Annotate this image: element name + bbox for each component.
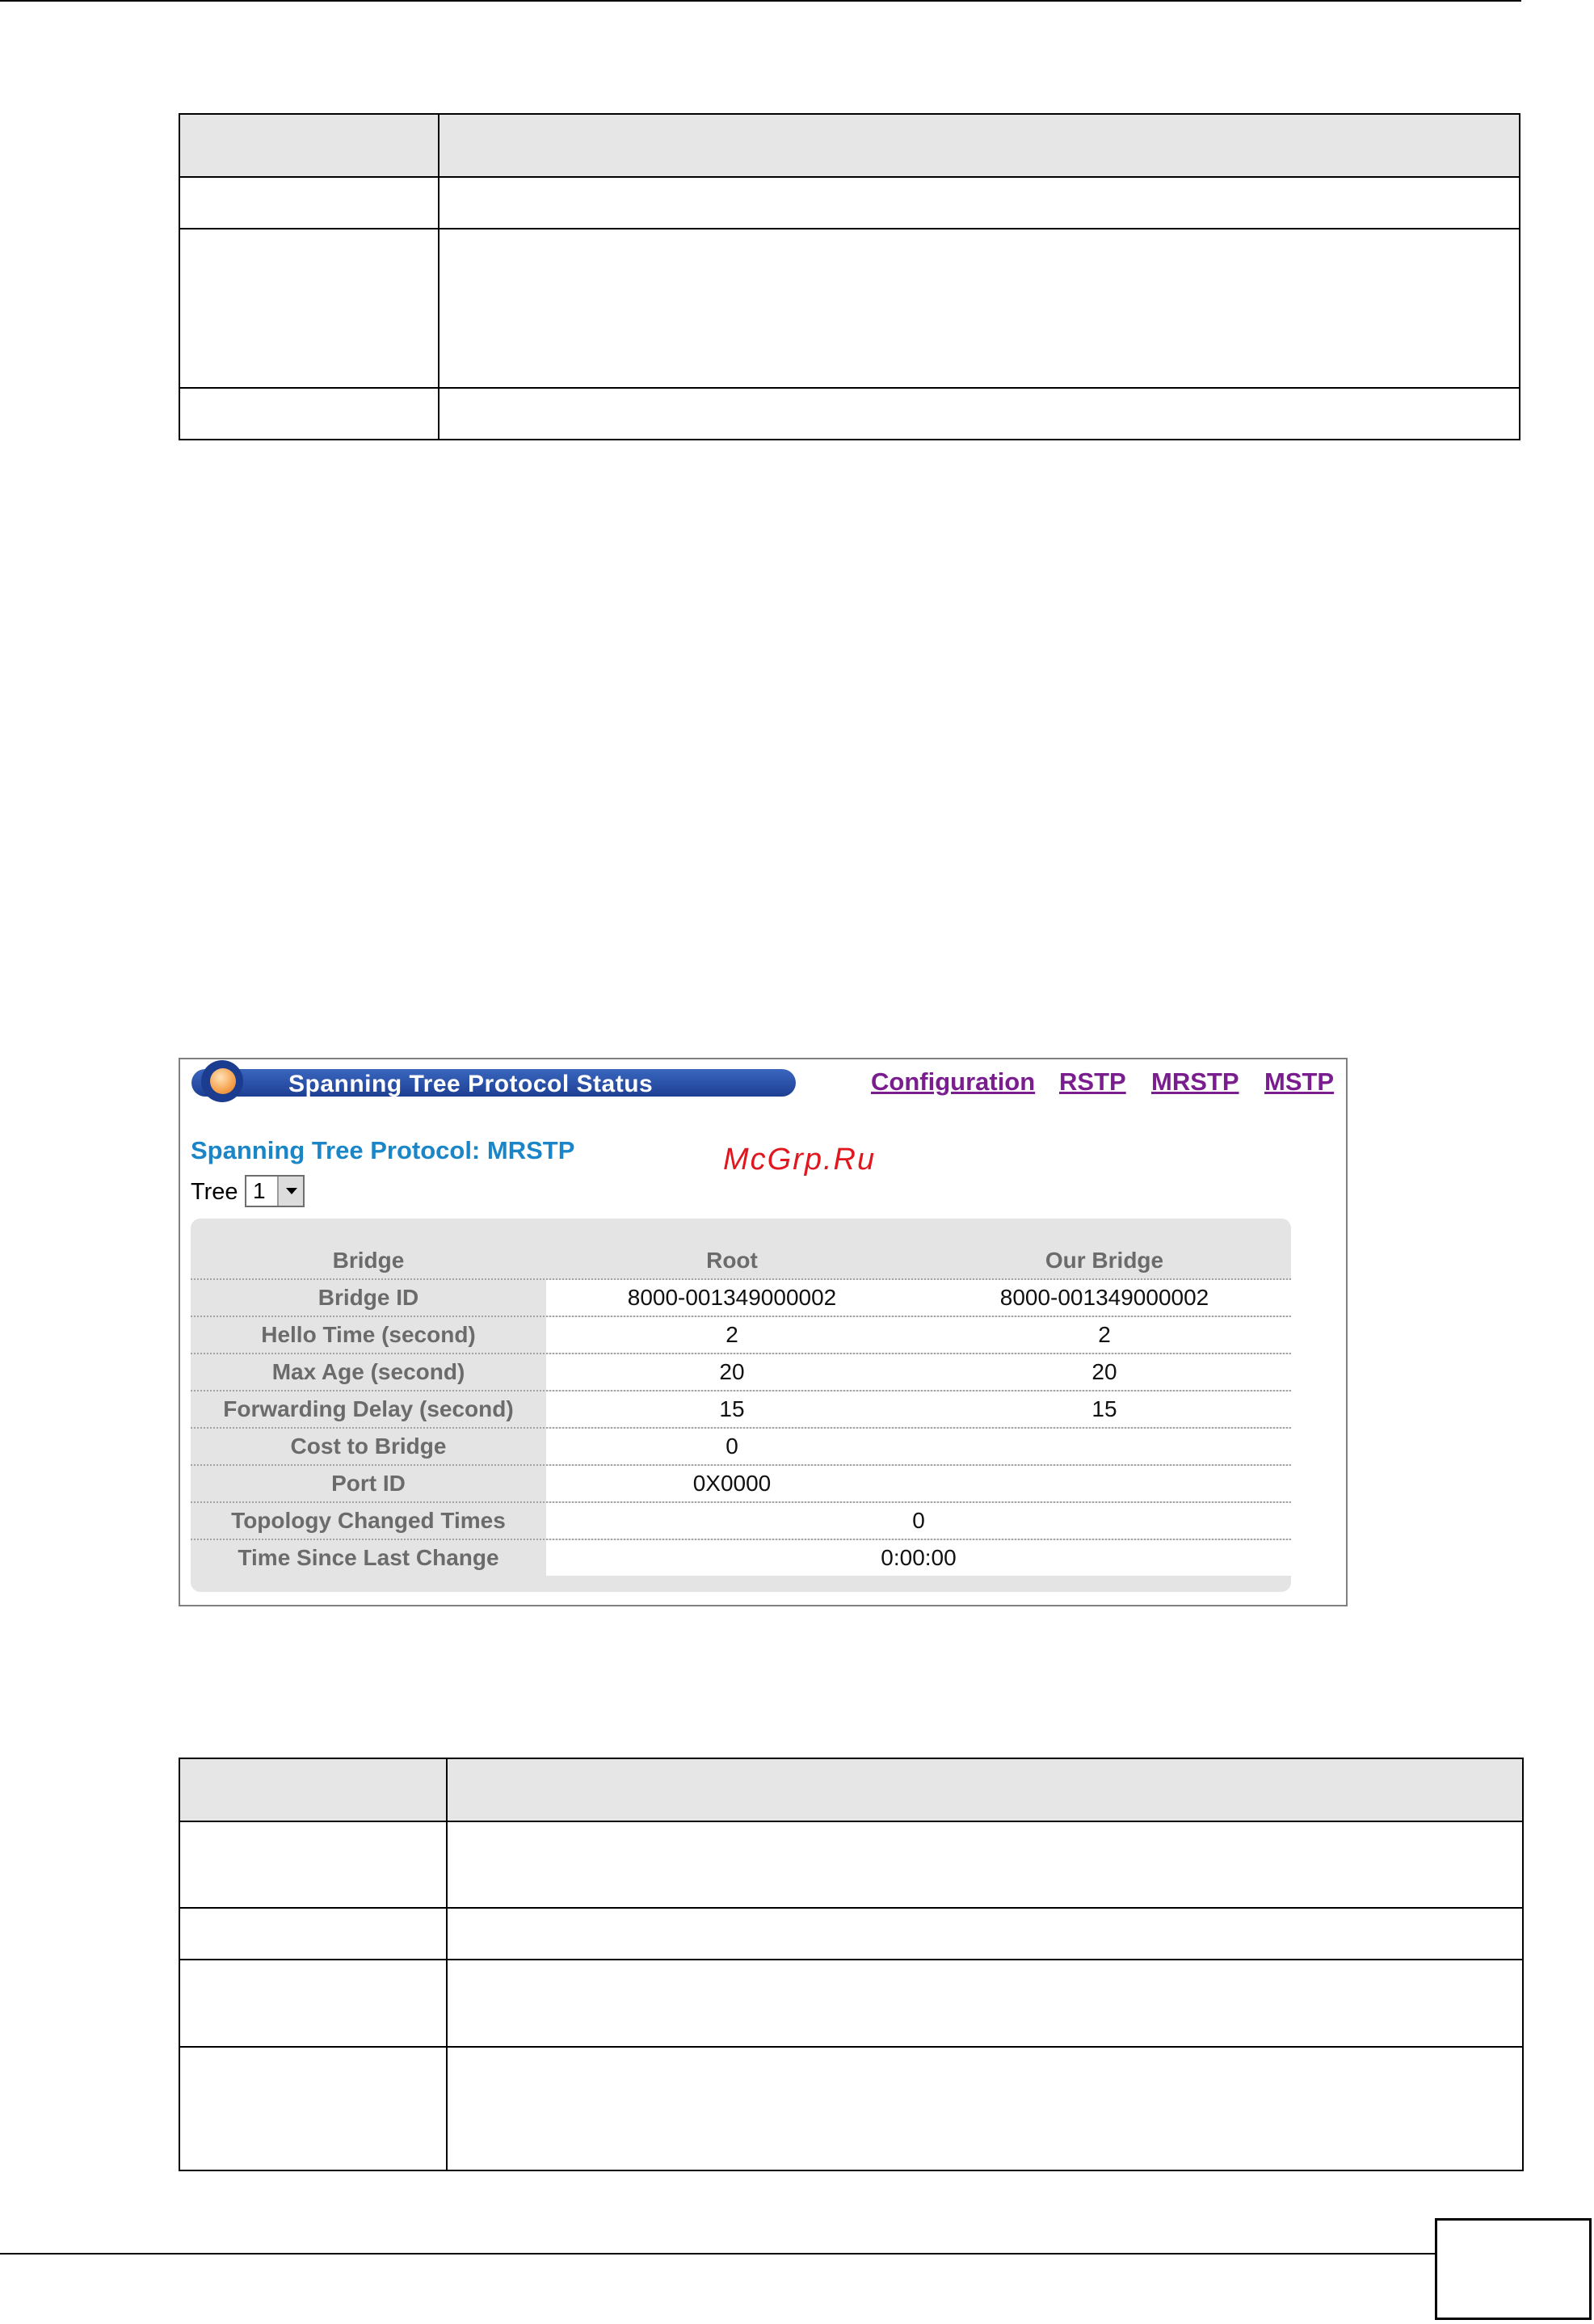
watermark: McGrp.Ru xyxy=(723,1143,877,1177)
our-bridge-value: 15 xyxy=(1091,1396,1117,1421)
page-bottom-rule xyxy=(0,2253,1435,2255)
chevron-down-icon xyxy=(286,1188,297,1194)
table-header-row xyxy=(191,1243,1291,1280)
row-label: Topology Changed Times xyxy=(231,1508,506,1533)
doc-cell xyxy=(447,1960,1523,2047)
row-label: Bridge ID xyxy=(318,1285,419,1310)
topology-changed-value: 0 xyxy=(912,1508,925,1533)
our-bridge-value: 2 xyxy=(1098,1322,1111,1347)
our-bridge-value xyxy=(918,1429,1291,1464)
doc-cell xyxy=(447,1908,1523,1960)
table-row xyxy=(191,1503,1291,1540)
mrstp-link[interactable]: MRSTP xyxy=(1151,1067,1239,1096)
root-value: 8000-001349000002 xyxy=(627,1285,837,1310)
protocol-heading: Spanning Tree Protocol: MRSTP xyxy=(191,1136,575,1164)
doc-cell xyxy=(179,177,439,229)
configuration-link[interactable]: Configuration xyxy=(871,1067,1036,1096)
table-row xyxy=(191,1429,1291,1466)
time-since-change-value: 0:00:00 xyxy=(881,1545,957,1570)
doc-table-lower xyxy=(179,1758,1524,2171)
doc-cell xyxy=(179,1821,447,1908)
row-label: Time Since Last Change xyxy=(238,1545,499,1570)
row-label: Port ID xyxy=(331,1471,406,1496)
row-label: Max Age (second) xyxy=(271,1359,465,1384)
our-bridge-value: 20 xyxy=(1091,1359,1117,1384)
root-value: 0X0000 xyxy=(692,1471,772,1496)
doc-cell xyxy=(179,114,439,177)
tree-select[interactable] xyxy=(245,1175,305,1207)
row-label: Forwarding Delay (second) xyxy=(223,1396,514,1421)
doc-cell xyxy=(447,2047,1523,2170)
mstp-link[interactable]: MSTP xyxy=(1264,1067,1335,1096)
status-table xyxy=(191,1219,1291,1592)
dropdown-button[interactable] xyxy=(277,1177,303,1206)
our-bridge-value: 8000-001349000002 xyxy=(999,1285,1209,1310)
column-header-our-bridge: Our Bridge xyxy=(1045,1248,1164,1273)
table-row xyxy=(191,1466,1291,1503)
doc-cell xyxy=(179,388,439,440)
our-bridge-value xyxy=(918,1466,1291,1501)
root-value: 20 xyxy=(719,1359,745,1384)
tree-select-value: 1 xyxy=(253,1178,266,1203)
row-label: Hello Time (second) xyxy=(261,1322,476,1347)
doc-cell xyxy=(179,1758,447,1821)
doc-cell xyxy=(179,1908,447,1960)
doc-cell xyxy=(439,114,1520,177)
stp-status-panel xyxy=(179,1058,1348,1606)
doc-cell xyxy=(439,388,1520,440)
row-label: Cost to Bridge xyxy=(290,1434,447,1459)
rstp-link[interactable]: RSTP xyxy=(1059,1067,1126,1096)
column-header-bridge: Bridge xyxy=(332,1248,405,1273)
root-value: 0 xyxy=(726,1434,738,1459)
tree-label: Tree xyxy=(191,1179,238,1205)
table-row xyxy=(191,1354,1291,1391)
table-row xyxy=(191,1280,1291,1317)
orb-icon xyxy=(201,1060,243,1102)
window-title: Spanning Tree Protocol Status xyxy=(288,1071,654,1097)
doc-cell xyxy=(179,229,439,388)
page-top-rule xyxy=(0,0,1521,2)
doc-cell xyxy=(447,1758,1523,1821)
table-row xyxy=(191,1317,1291,1354)
title-bar xyxy=(191,1069,796,1097)
doc-cell xyxy=(439,177,1520,229)
root-value: 15 xyxy=(719,1396,745,1421)
page-number-box xyxy=(1435,2218,1592,2320)
doc-cell xyxy=(439,229,1520,388)
doc-cell xyxy=(179,2047,447,2170)
root-value: 2 xyxy=(726,1322,738,1347)
column-header-root: Root xyxy=(706,1248,758,1273)
doc-cell xyxy=(179,1960,447,2047)
doc-table-upper xyxy=(179,113,1520,440)
table-row xyxy=(191,1391,1291,1429)
table-row xyxy=(191,1540,1291,1577)
doc-cell xyxy=(447,1821,1523,1908)
orb-icon-center xyxy=(210,1068,236,1094)
